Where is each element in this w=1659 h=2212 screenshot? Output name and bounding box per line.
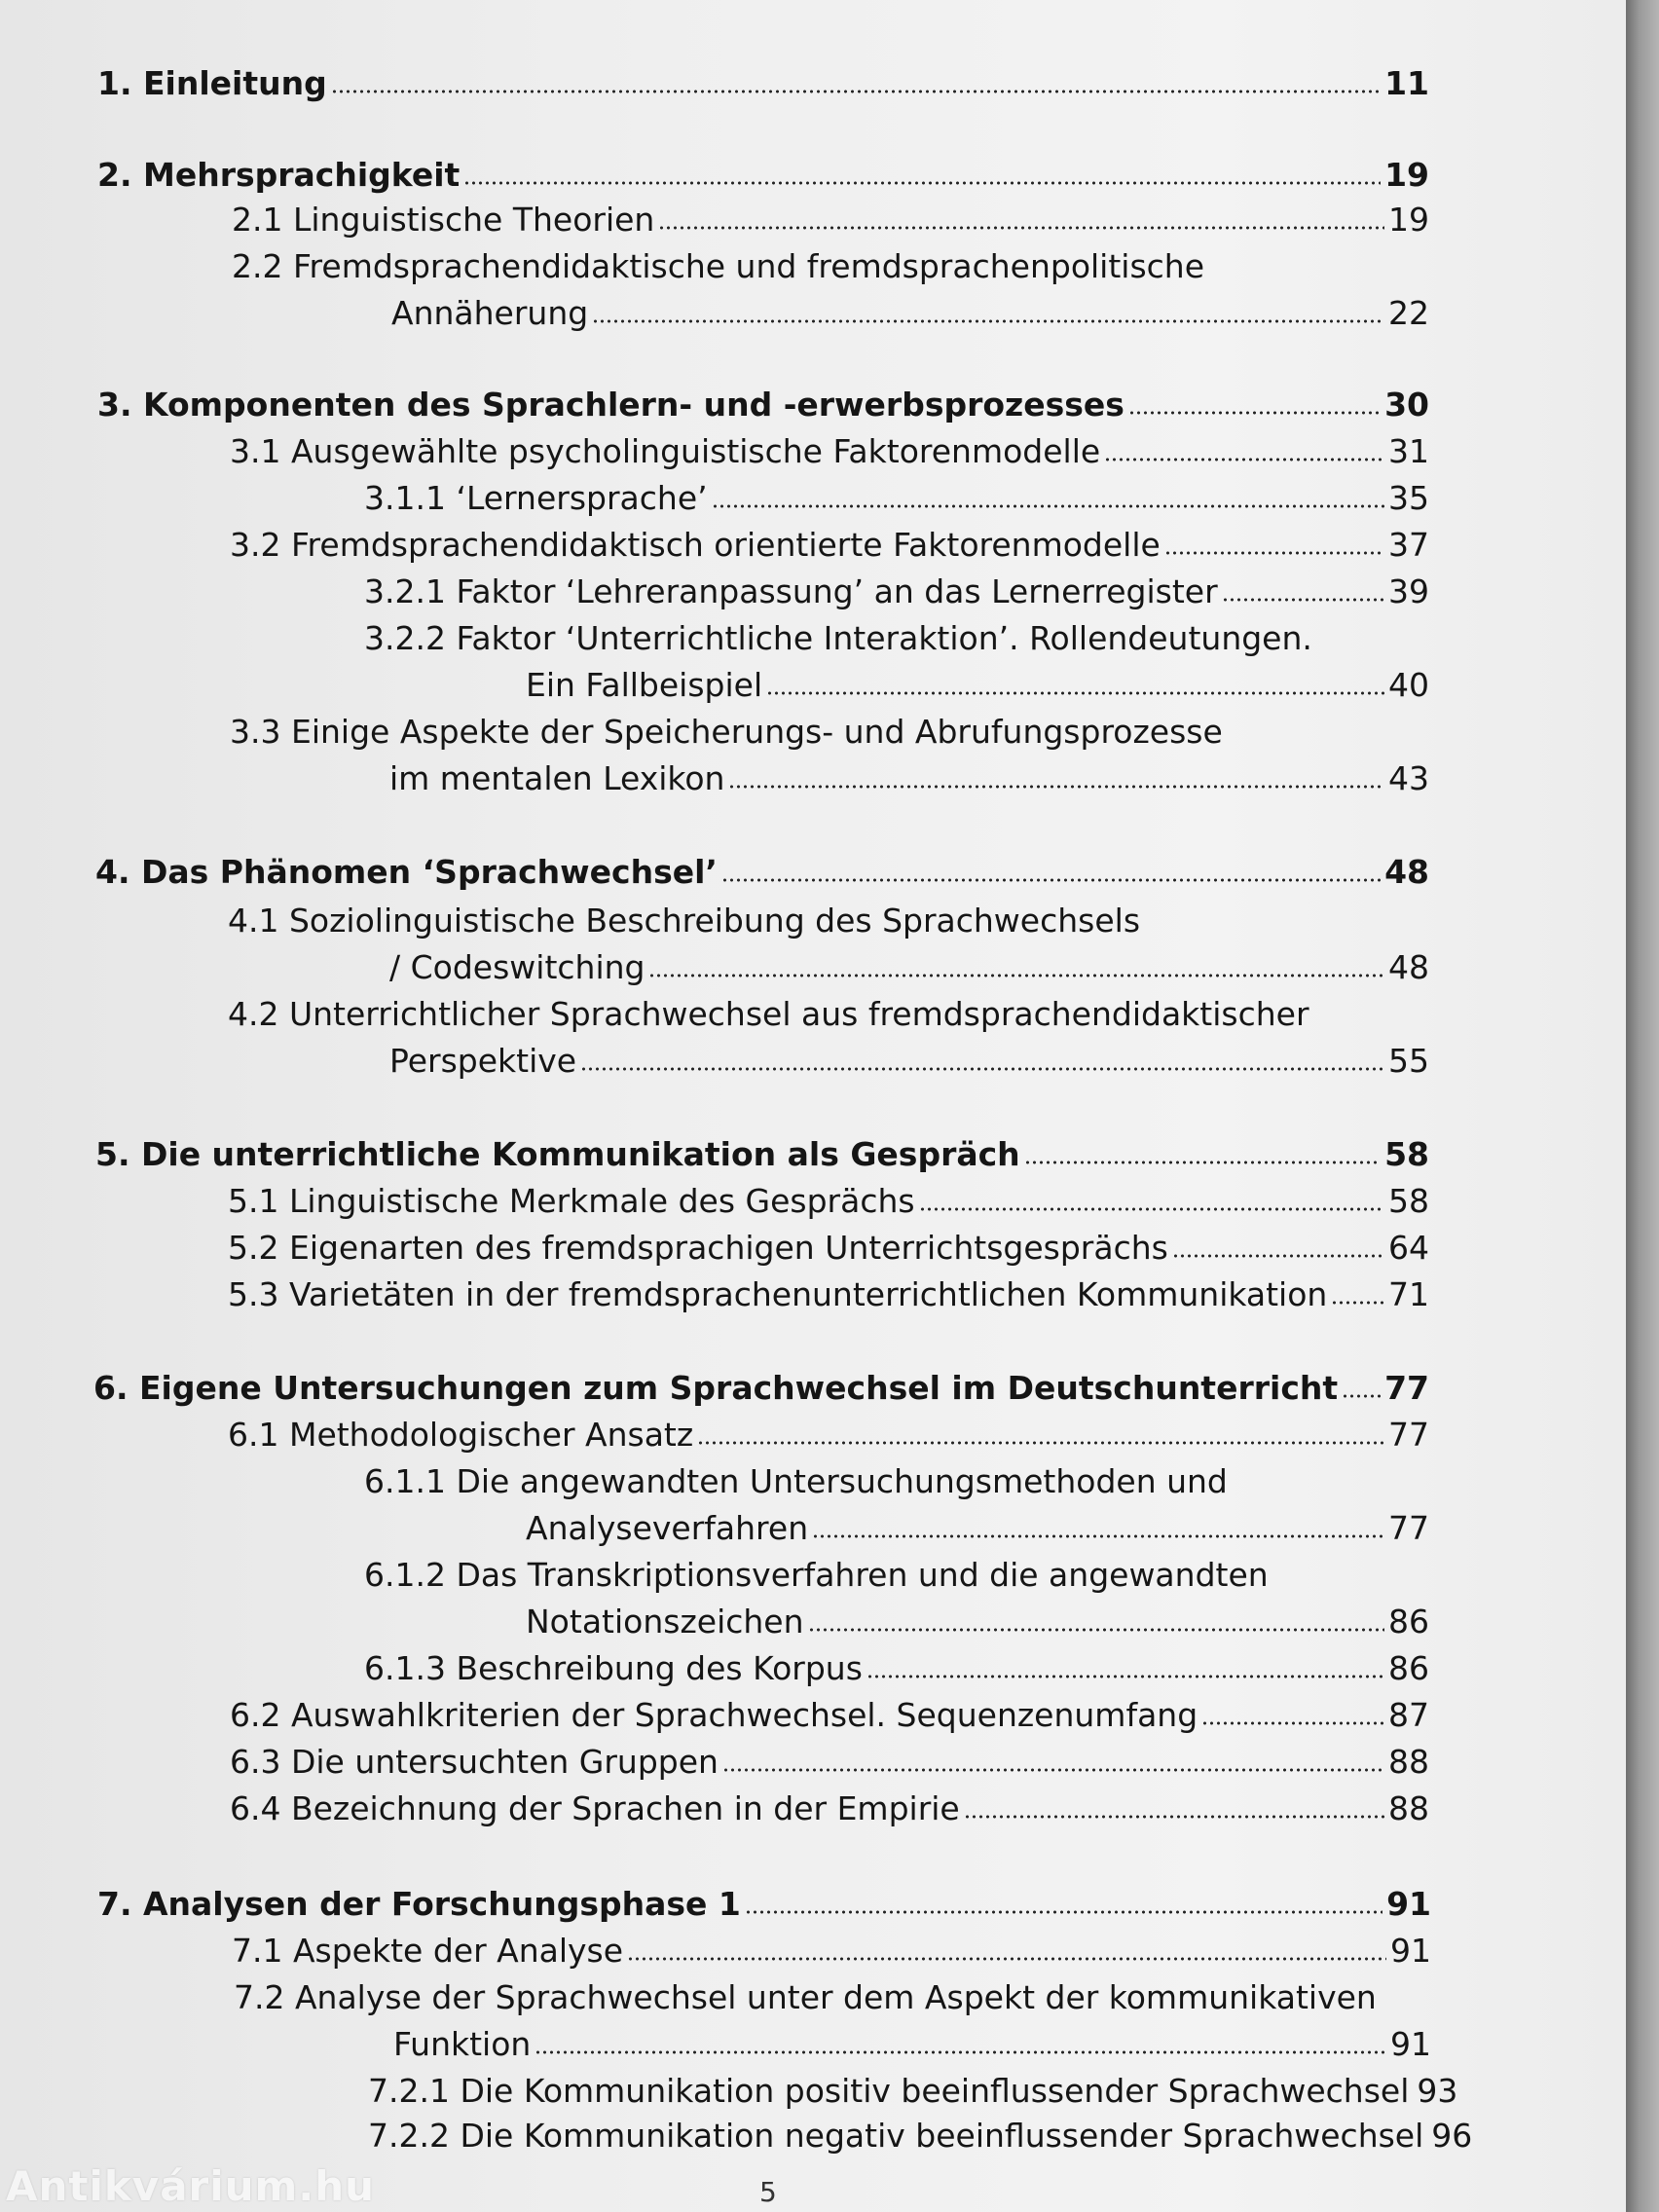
toc-entry-7-2 [393,2021,1431,2068]
toc-entry-6-4 [230,1786,1429,1832]
toc-entry-6-1-2 [526,1599,1429,1645]
leader-dots [1172,1251,1384,1260]
toc-entry-ch5 [95,1131,1429,1178]
toc-title: Notationszeichen [526,1603,804,1641]
toc-entry-3-2 [230,522,1429,569]
leader-dots [812,1531,1384,1540]
toc-entry-ch6 [93,1365,1429,1412]
toc-title: 7. Analysen der Forschungsphase 1 [97,1885,741,1923]
toc-title: 5. Die unterrichtliche Kommunikation als Gespräch [95,1135,1020,1173]
leader-dots [535,2047,1386,2056]
watermark-logo: Antikvárium.hu [6,2162,376,2210]
toc-entry-5-3 [228,1272,1429,1318]
toc-page: 88 [1388,1789,1429,1827]
toc-entry-2-1 [232,197,1429,243]
toc-page: 77 [1388,1509,1429,1547]
toc-entry-5-2 [228,1225,1429,1272]
toc-entry-6-1-1-line1: 6.1.1 Die angewandten Untersuchungsmethoden und [364,1462,1228,1500]
toc-entry-3-3-line1: 3.3 Einige Aspekte der Speicherungs- und Abrufungsprozesse [230,713,1223,751]
toc-entry-7-1 [232,1928,1431,1974]
toc-title: 2.1 Linguistische Theorien [232,201,655,239]
toc-title: 5.3 Varietäten in der fremdsprachenunterrichtlichen Kommunikation [228,1275,1328,1313]
leader-dots [728,782,1384,791]
toc-entry-6-1-1 [526,1505,1429,1552]
toc-entry-7-2-1 [368,2068,1458,2115]
toc-entry-3-1 [230,428,1429,475]
toc-entry-3-3 [389,756,1429,802]
toc-page: 87 [1388,1696,1429,1734]
toc-entry-6-1-2-line1: 6.1.2 Das Transkriptionsverfahren und die angewandten [364,1556,1269,1594]
leader-dots [808,1625,1384,1634]
toc-title: 4. Das Phänomen ‘Sprachwechsel’ [95,853,718,891]
toc-page: 86 [1388,1603,1429,1641]
toc-title: 6.1.3 Beschreibung des Korpus [364,1649,863,1687]
toc-title: 6.4 Bezeichnung der Sprachen in der Empirie [230,1789,960,1827]
toc-page: 71 [1388,1275,1429,1313]
toc-entry-7-2-line1: 7.2 Analyse der Sprachwechsel unter dem Aspekt der kommunikativen [234,1978,1377,2016]
toc-page: 48 [1384,853,1429,891]
toc-entry-4-2 [389,1038,1429,1085]
leader-dots [648,971,1384,979]
toc-page: 30 [1384,386,1429,424]
toc-page: 91 [1390,1932,1431,1970]
toc-page: 96 [1431,2117,1473,2155]
toc-title: 3.1 Ausgewählte psycholinguistische Faktorenmodelle [230,432,1101,470]
toc-entry-2-2 [391,290,1429,337]
leader-dots [919,1204,1384,1213]
toc-page: 19 [1388,201,1429,239]
toc-title: 3.1.1 ‘Lernersprache’ [364,479,708,517]
toc-entry-7-2-2 [368,2113,1473,2159]
toc-entry-6-3 [230,1739,1429,1786]
toc-title: 5.1 Linguistische Merkmale des Gesprächs [228,1182,915,1220]
leader-dots [721,875,1381,884]
toc-page: 19 [1384,156,1429,194]
leader-dots [580,1064,1384,1073]
toc-title: 6. Eigene Untersuchungen zum Sprachwechsel im Deutschunterricht [93,1369,1339,1407]
toc-page: 48 [1388,948,1429,986]
toc-entry-4-1-line1: 4.1 Soziolinguistische Beschreibung des Sprachwechsels [228,902,1141,940]
toc-page: 39 [1388,572,1429,610]
toc-page: 77 [1388,1416,1429,1454]
toc-title: 7.1 Aspekte der Analyse [232,1932,624,1970]
page-number: 5 [759,2176,777,2208]
toc-title: 3. Komponenten des Sprachlern- und -erwerbsprozesses [97,386,1124,424]
leader-dots [1104,455,1384,463]
leader-dots [463,178,1381,187]
toc-title: Annäherung [391,294,589,332]
toc-entry-ch4 [95,849,1429,896]
leader-dots [627,1954,1386,1963]
toc-title: 5.2 Eigenarten des fremdsprachigen Unterrichtsgesprächs [228,1229,1168,1267]
toc-title: Ein Fallbeispiel [526,666,763,704]
toc-page: 91 [1386,1885,1431,1923]
toc-entry-3-2-2-line1: 3.2.2 Faktor ‘Unterrichtliche Interaktion’. Rollendeutungen. [364,619,1312,657]
toc-page: 58 [1384,1135,1429,1173]
toc-title: im mentalen Lexikon [389,759,725,797]
toc-page: 31 [1388,432,1429,470]
leader-dots [331,87,1381,95]
toc-page: 93 [1417,2072,1458,2110]
toc-page: 77 [1384,1369,1429,1407]
toc-entry-5-1 [228,1178,1429,1225]
toc-title: 7.2.2 Die Kommunikation negativ beeinflussender Sprachwechsel [368,2117,1424,2155]
toc-page: 55 [1388,1042,1429,1080]
toc-page: 40 [1388,666,1429,704]
toc-page: 58 [1388,1182,1429,1220]
toc-entry-6-2 [230,1692,1429,1739]
leader-dots [697,1438,1384,1447]
toc-title: 6.1 Methodologischer Ansatz [228,1416,694,1454]
toc-entry-6-1 [228,1412,1429,1458]
toc-entry-ch7 [97,1881,1431,1928]
leader-dots [866,1672,1384,1680]
toc-entry-3-1-1 [364,475,1429,522]
toc-title: 3.2 Fremdsprachendidaktisch orientierte Faktorenmodelle [230,526,1161,564]
leader-dots [745,1907,1382,1916]
toc-entry-2-2-line1: 2.2 Fremdsprachendidaktische und fremdsprachenpolitische [232,247,1205,285]
toc-title: Analyseverfahren [526,1509,809,1547]
toc-title: Perspektive [389,1042,577,1080]
leader-dots [658,223,1384,232]
leader-dots [712,501,1384,510]
toc-page: 43 [1388,759,1429,797]
leader-dots [1201,1718,1384,1727]
toc-title: 7.2.1 Die Kommunikation positiv beeinflussender Sprachwechsel [368,2072,1410,2110]
toc-entry-ch1 [97,60,1429,107]
toc-page: 37 [1388,526,1429,564]
toc-page: 86 [1388,1649,1429,1687]
leader-dots [1331,1298,1384,1307]
toc-page: 22 [1388,294,1429,332]
toc-page: 11 [1384,64,1429,102]
toc-page: 88 [1388,1743,1429,1781]
toc-entry-ch3 [97,382,1429,428]
leader-dots [592,316,1384,325]
toc-title: 6.3 Die untersuchten Gruppen [230,1743,719,1781]
toc-page: 35 [1388,479,1429,517]
toc-title: / Codeswitching [389,948,645,986]
leader-dots [1342,1391,1381,1400]
toc-title: 1. Einleitung [97,64,327,102]
leader-dots [722,1765,1384,1774]
toc-entry-4-1 [389,944,1429,991]
toc-title: 2. Mehrsprachigkeit [97,156,461,194]
leader-dots [1128,408,1381,417]
toc-entry-6-1-3 [364,1645,1429,1692]
toc-title: 3.2.1 Faktor ‘Lehreranpassung’ an das Lernerregister [364,572,1218,610]
leader-dots [1222,595,1384,604]
toc-entry-3-2-1 [364,569,1429,615]
page-edge [1626,0,1659,2212]
toc-title: Funktion [393,2025,532,2063]
leader-dots [1164,548,1384,557]
leader-dots [964,1812,1384,1821]
toc-title: 6.2 Auswahlkriterien der Sprachwechsel. Sequenzenumfang [230,1696,1198,1734]
toc-page: 64 [1388,1229,1429,1267]
leader-dots [1024,1158,1381,1166]
toc-entry-4-2-line1: 4.2 Unterrichtlicher Sprachwechsel aus fremdsprachendidaktischer [228,995,1309,1033]
toc-entry-ch2 [97,152,1429,199]
toc-entry-3-2-2 [526,662,1429,709]
leader-dots [766,688,1384,697]
toc-page: 91 [1390,2025,1431,2063]
